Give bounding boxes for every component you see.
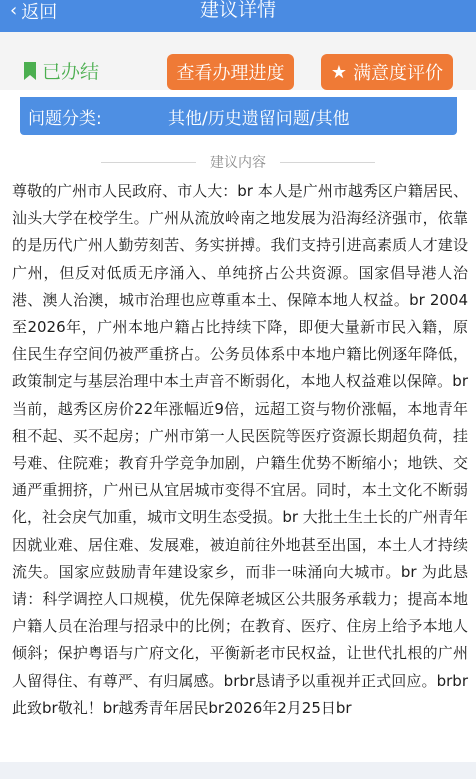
chevron-left-icon: ‹ [10,0,18,21]
category-value: 其他/历史遗留问题/其他 [168,108,350,129]
bottom-bar [0,762,476,779]
divider-line-left [101,162,196,163]
star-icon: ★ [330,61,348,83]
page-title: 建议详情 [199,0,276,21]
status-label: 已办结 [42,61,100,83]
status-badge [24,57,99,84]
section-title: 建议内容 [210,155,266,171]
suggestion-content: 尊敬的广州市人民政府、市人大：br 本人是广州市越秀区户籍居民、汕头大学在校学生。广州从流放岭南之地发展为沿海经济强市，依靠的是历代广州人勤劳刻苦、务实拼搏。我们支持引进高素质人才建设广州，但反对低质无序涌入、单纯挤占公共资源。国家倡导港人治港、澳人治澳，城市治理也应尊重本土、保障本地人权益。br 2004至2026年，广州本地户籍占比持续下降，即便大量新市民入籍，原住民生存空间仍被严重挤占。公务员体系中本地户籍比例逐年降低，政策制定与基层治理中本土声音不断弱化，本地人权益难以保障。br 当前，越秀区房价22年涨幅近9倍，远超工资与物价涨幅，本地青年租不起、买不起房；广州市第一人民医院等医疗资源长期超负荷，挂号难、住院难；教育升学竞争加剧，户籍生优势不断缩小；地铁、交通严重拥挤，广州已从宜居城市变得不宜居。同时，本土文化不断弱化，社会戾气加重，城市文明生态受损。br 大批土生土长的广州青年因就业难、居住难、发展难，被迫前往外地甚至出国，本土人才持续流失。国家应鼓励青年建设家乡，而非一味涌向大城市。br 为此恳请：科学调控人口规模，优先保障老城区公共服务承载力；提高本地户籍人员在治理与招录中的比例；在教育、医疗、住房上给予本地人倾斜；保护粤语与广府文化，平衡新老市民权益，让世代扎根的广州人留得住、有尊严、有归属感。brbr恳请予以重视并正式回应。brbr此致br敬礼！br越秀青年居民br2026年2月25日br [12,182,468,717]
section-divider [0,152,476,172]
view-progress-button[interactable] [167,54,294,90]
satisfaction-rating-label: 满意度评价 [353,63,444,84]
bookmark-icon [24,62,36,80]
divider-line-right [280,162,375,163]
category-bar [20,97,457,135]
satisfaction-rating-button[interactable] [321,54,453,90]
category-label: 问题分类: [28,108,102,129]
back-label: 返回 [21,2,58,23]
view-progress-label: 查看办理进度 [176,63,285,84]
header-bar [0,0,476,32]
